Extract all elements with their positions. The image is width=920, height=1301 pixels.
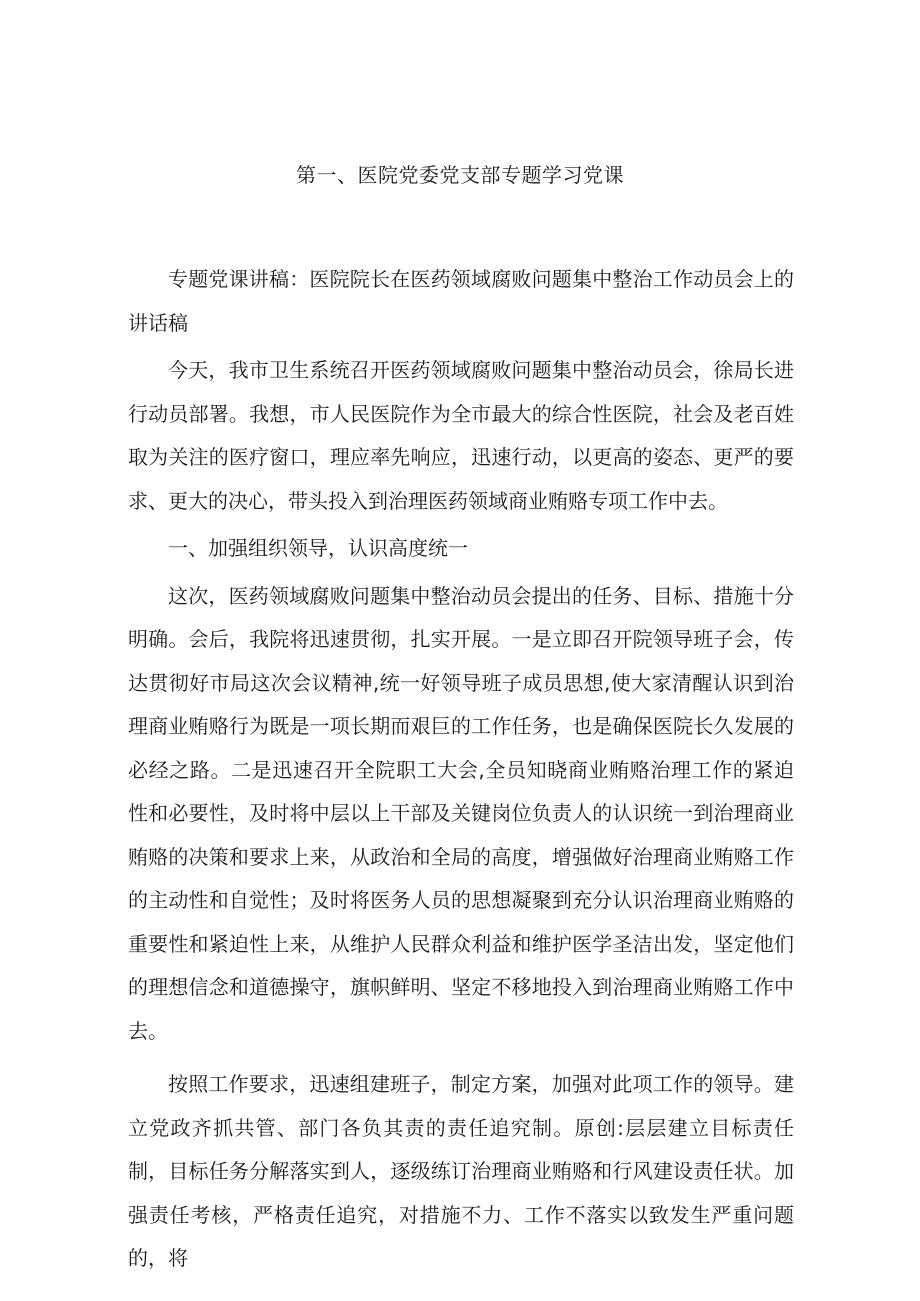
document-body <box>128 258 794 1285</box>
paragraph-body: 按照工作要求，迅速组建班子，制定方案，加强对此项工作的领导。建立党政齐抓共管、部门各负其责的责任追究制。原创:层层建立目标责任制，目标任务分解落实到人，逐级练订治理商业贿赂和行风建设责任状。加强责任考核，严格责任追究，对措施不力、工作不落实以致发生严重问题的，将 <box>128 1072 794 1270</box>
paragraph-body: 这次，医药领域腐败问题集中整治动员会提出的任务、目标、措施十分明确。会后，我院将迅速贯彻，扎实开展。一是立即召开院领导班子会，传达贯彻好市局这次会议精神,统一好领导班子成员思想,使大家清醒认识到治理商业贿赂行为既是一项长期而艰巨的工作任务，也是确保医院长久发展的必经之路。二是迅速召开全院职工大会,全员知晓商业贿赂治理工作的紧迫性和必要性，及时将中层以上干部及关键岗位负责人的认识统一到治理商业贿赂的决策和要求上来，从政治和全局的高度，增强做好治理商业贿赂工作的主动性和自觉性；及时将医务人员的思想凝聚到充分认识治理商业贿赂的重要性和紧迫性上来，从维护人民群众利益和维护医学圣洁出发，坚定他们的理想信念和道德操守，旗帜鲜明、坚定不移地投入到治理商业贿赂工作中去。 <box>128 583 794 1043</box>
paragraph-subtitle: 专题党课讲稿：医院院长在医药领域腐败问题集中整治工作动员会上的讲话稿 <box>128 267 794 335</box>
document-title: 第一、医院党委党支部专题学习党课 <box>296 163 624 187</box>
section-heading: 一、加强组织领导，认识高度统一 <box>168 536 468 560</box>
paragraph-intro: 今天，我市卫生系统召开医药领域腐败问题集中整治动员会，徐局长进行动员部署。我想，市人民医院作为全市最大的综合性医院，社会及老百姓取为关注的医疗窗口，理应率先响应，迅速行动，以更高的姿态、更严的要求、更大的决心，带头投入到治理医药领域商业贿赂专项工作中去。 <box>128 358 794 513</box>
